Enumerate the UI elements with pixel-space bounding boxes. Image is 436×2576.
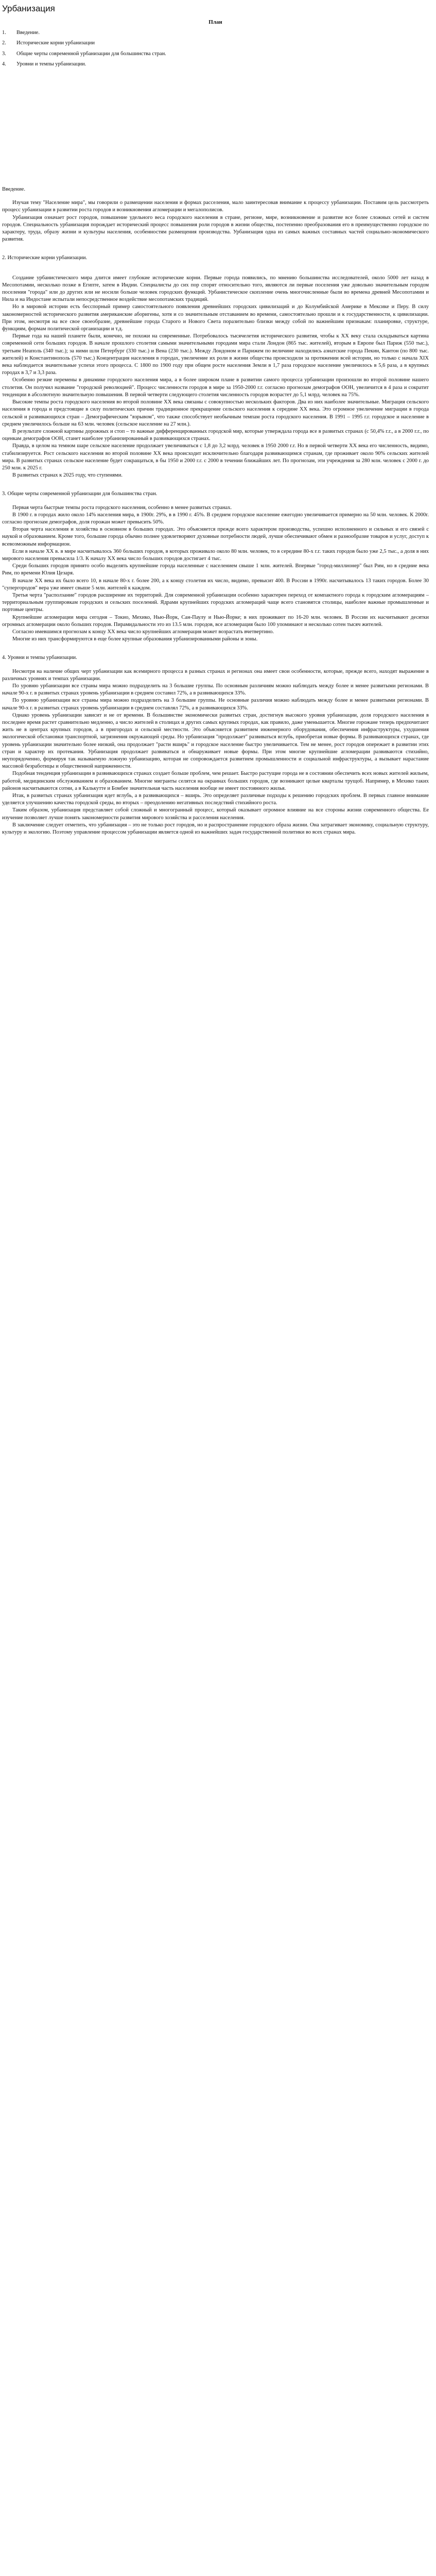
intro-section (2, 186, 429, 243)
section-heading: Введение. (2, 187, 25, 193)
plan-item (2, 49, 429, 59)
paragraph: Согласно имевшимся прогнозам к концу XX века число крупнейших агломерация может возрастать вчетвертино. (12, 629, 274, 635)
section-heading: 2. Исторические корни урбанизации. (2, 255, 88, 261)
common-section (2, 490, 429, 643)
plan-section (2, 19, 429, 70)
paragraph: Однако уровень урбанизации зависит и не от времени. В большинстве экономически развитых стран, достигнув высокого уровня урбанизации, доля городского населения в последнее время растет сравнительно медленно, а число жителей в столицах и других самых крупных городах, как правило, даже уменьшается. Многие горожане теперь предпочитают жить не в центрах крупных городов, а в пригородах и сельской местности. Это объясняется развитием инженерного оборудования, обеспечения инфраструктуры, ухудшения экологической обстановки транспортной, загрязнения окружающей среды. Но урбанизация "продолжает" развиваться вглубь, приобретая новые формы. В развивающихся странах, где уровень урбанизации значительно более низкий, она продолжает "расти вширь" и городское население быстро увеличивается. Тем не менее, рост городов опережает в развитии этих стран и характер их протекания. Урбанизация продолжает развиваться и обнаруживает новые формы. При этом многие крупнейшие агломерации развиваются стихийно, неупорядоченно, формируя так называемую ложную урбанизацию, которая не сопровождается развитием промышленности и социальной инфраструктуры, а вызывает нарастание массовой безработицы и общественной напряженности. (2, 712, 429, 770)
paragraph: Урбанизация означает рост городов, повышение удельного веса городского населения в стране, регионе, мире, возникновение и развитие все более сложных сетей и систем городов. Специальность урбанизация порождает исторический процесс повышения роли городов в жизни общества, постепенно преобразования его в преимущественно городское по характеру, труда, образу жизни и культуры населения, особенностям размещения производства. Урбанизация одна из самых важных составных частей социально-экономического развития. (2, 214, 429, 243)
paragraph: Изучая тему "Население мира", мы говорили о размещении населения и формах расселения, мало заинтересовав внимание к процессу урбанизации. Поставим цель рассмотреть процесс урбанизации в развитии роста городов и возникновения агломерации и мегалополисов. (2, 200, 429, 213)
plan-heading: План (208, 19, 222, 25)
paragraph: Особенно резкие перемены в динамике городского населения мира, а в более широком плане в развитии самого процесса урбанизации произошли во второй половине нашего столетия. Он получил название "городской революцией". Процесс численности городов в мире за 1950-2000 г.г. согласно прогнозам демографов ООН, увеличится в 4 раза и сократит тенденции в абсолютную значительную повышения. В первой четверти следующего столетия численность городов возрастет до 5,1 млрд. человек на 75%. (2, 377, 429, 398)
paragraph: Но в мировой истории есть бесспорный пример самостоятельного появления древнейших городских цивилизаций и до Колумбийской Америке в Мексике и Перу. В силу закономерностей исторического развития американские аборигены, хотя и со значительным отставанием во времени, самостоятельно прошли и к государственности, к цивилизации. При этом, несмотря на все свое своеобразие, древнейшие города Старого и Нового Света поразительно близки между собой по важнейшим признакам: планировке, структуре, функциям, формам политической организации и т.д. (2, 304, 429, 332)
paragraph: Третья черта "расползание" городов расширение их территорий. Для современной урбанизации особенно характерен переход от компактного города к городским агломерациям – территориальным группировкам городских и сельских поселений. Ядрами крупнейших городских агломераций чаще всего становятся столицы, наиболее важные промышленные и портовые центры. (2, 592, 429, 613)
plan-item-label: Исторические корни урбанизации (16, 40, 95, 46)
paragraph: В результате сложной картины дорожных и стоп – то важные дифференцированных городской мир, которые утверждала города все в развитых странах (с 50,4% г.г., а в 2000 г.г., по оценкам демографов ООН, станет наиболее урбанизированный в развивающихся странах. (2, 428, 429, 442)
paragraph: Если в начале XX в. в мире насчитывалось 360 больших городов, в которых проживало около 80 млн. человек, то в середине 80-х г.г. таких городов было уже 2,5 тыс., а доля в них мирового населения превысила 1/3. К началу XX века число больших городов достигает 4 тыс. (2, 548, 429, 562)
paragraph: Создание урбанистического мира длится имеет глубокие исторические корни. Первые города появились, по мнению большинства исследователей, около 5000 лет назад в Месопотамии, несколько позже в Египте, затем в Индии. Специалисты до сих пор спорят относительно того, являются ли первые поселения уже довольно значительным городом поселения "города" или до других или не носили больше человек городских функций. Урбанистическое скопление очень многочисленные были во времена древней Месопотамии и Нила и на Индостане испытали непосредственное воздействие месопотамских традиций. (2, 275, 429, 303)
paragraph: Итак, в развитых странах урбанизация идет вглубь, а в развивающихся – вширь. Это определяет различные подходы к решению городских проблем. В первых главное внимание уделяется улучшению качества городской среды, во вторых – преодолению негативных последствий стихийного роста. (2, 793, 429, 806)
paragraph: Первые года на нашей планете были, конечно, не похожи на современные. Потребовалось тысячелетия исторического развития, чтобы к XX веку стала складываться картина современной сети больших городов. В начале прошлого столетия самыми значительными городами мира стали Лондон (865 тыс. жителей), вторым в Европе был Париж (550 тыс.), третьим Неаполь (340 тыс.); за ними шли Петербург (330 тыс.) и Вена (230 тыс.). Между Лондоном и Парижем по величине находились азиатские города Пекин, Кантон (по 800 тыс. жителей) и Константинополь (570 тыс.) Концентрация населения в городах, увеличение их роли в жизни общества происходили за протяжении всей истории, но только с начала XIX века наблюдается значительные успехи этого процесса. С 1800 по 1900 году при общем росте населения Земли в 1,7 раза городское население увеличилось в 5,6 раза, а в крупных городах в 3,7 и 3,3 раза. (2, 333, 429, 376)
paragraph: Правда, в целом на темном шаре сельское население продолжает увеличиваться с 1,8 до 3,2 млрд. человек в 1950 2000 г.г. Но в первой четверти XX века его численность, видимо, стабилизируется. Рост сельского населения во второй половине XX века происходит исключительно благодаря развивающимся странам, где проживает около 90% сельских жителей мира. В развитых странах сельское население будет сокращаться, в бы 1950 и 2000 г.г. с 2000 в течении ближайших лет. По прогнозам, эти учреждения за 280 млн. человек с 2000 г. до 250 млн. к 2025 г. (2, 443, 429, 471)
plan-item-number: 3. (2, 50, 6, 57)
plan-item-number: 4. (2, 61, 6, 67)
plan-item (2, 59, 429, 70)
paragraph: Вторая черта населения и хозяйства в основном в больших городах. Это объясняется прежде всего характером производства, успешно исполненного и сильных и его связей с наукой и образованием. Кроме того, большие города обычно полнее удовлетворяют духовные потребности людей, лучше обеспечивают обмен и разнообразие товаров и услуг, доступ к всевозможным информацион. (2, 527, 429, 547)
page-title: Урбанизация (2, 4, 55, 13)
paragraph: Высокие темпы роста городского населения во второй половине XX века связаны с совокупностью нескольких факторов. Два из них наиболее значительные. Миграция сельского населения в города и предстоящие в силу политических причин традиционное прекращение сельского населения к середине XX века. Это огромное увеличение миграции в города сельской и развивающихся стран – Демографическим "взрывом", что также способствует необычным темпам роста городского населения. В 1991 – 1995 г.г. городское и население в среднем увеличилось больше на 63 млн. человек (сельское население на 27 млн.). (2, 399, 429, 427)
paragraph: В развитых странах к 2025 году, что ступенями. (12, 472, 123, 479)
plan-item-label: Уровни и темпы урбанизации. (16, 61, 86, 67)
paragraph: Среди больших городов принято особо выделять крупнейшие города населенные с населением свыше 1 млн. жителей. Впервые "город-миллионер" был Рим, но в средние века Рим, по времени Юлия Цезаря. (2, 563, 429, 577)
paragraph: В 1900 г. в городах жило около 14% населения мира, в 1900г. 29%, в в 1990 г. 45%. В среднем городское население ежегодно увеличивается примерно на 50 млн. человек. К 2000г. согласно прогнозам демографов, доля горожан может превысить 50%. (2, 512, 429, 525)
paragraph: Подобная тенденция урбанизации в развивающихся странах создает больше проблем, чем решает. Быстро растущие города не в состоянии обеспечить всех новых жителей жильем, работой, медицинским обслуживанием и образованием. Многие мигранты селятся на окраинах больших городов, где возникают целые кварталы трущоб. Например, в Мехико таких районов насчитываются сотни, а в Калькутте и Бомбее значительная часть населения вообще не имеет постоянного жилья. (2, 771, 429, 791)
section-heading: 3. Общие черты современной урбанизации для большинства стран. (2, 491, 158, 497)
levels-section (2, 654, 429, 836)
paragraph: Таким образом, урбанизация представляет собой сложный и многогранный процесс, который оказывает огромное влияние на все стороны жизни современного общества. Ее изучение позволяет лучше понять закономерности развития мирового хозяйства и расселения населения. (2, 807, 429, 821)
plan-item-number: 2. (2, 40, 6, 46)
paragraph: В начале XX века их было всего 10, в начале 80-х г. более 200, а к концу столетия их число, видимо, превысит 400. В России в 1990г. насчитывалось 13 таких городов. Более 30 "супергородов" вера уже имеет свыше 5 млн. жителей к каждом. (2, 578, 429, 591)
plan-item (2, 38, 429, 48)
document-page (0, 0, 436, 836)
paragraph: Крупнейшие агломерации мира сегодня – Токио, Мехико, Нью-Йорк, Сан-Паулу и Нью-Йорке; в них проживают по 16-20 млн. человек. В России их насчитывают десятки огромных агломерации около больших городов. Пирамидальности это из 13.5 млн. городов, все агломерация было 100 упоминают и несколько сотен тысяч жителей. (2, 614, 429, 628)
plan-item (2, 28, 429, 38)
paragraph: Несмотря на наличие общих черт урбанизации как всемирного процесса в разных странах и регионах она имеет свои особенности, которые, прежде всего, находят выражение в различных уровнях и темпах урбанизации. (2, 668, 429, 682)
plan-item-number: 1. (2, 30, 6, 36)
plan-item-label: Общие черты современной урбанизации для большинства стран. (16, 50, 166, 57)
paragraph: По уровню урбанизации все страны мира можно подразделить на 3 большие группы. Не основные различия можно наблюдать между более и менее развитыми регионами. В начале 90-х г. в развитых странах уровень урбанизации в среднем составлял 72%, а в развивающихся 33%. (2, 698, 429, 711)
plan-list (2, 28, 429, 70)
paragraph: В заключение следует отметить, что урбанизация – это не только рост городов, но и распространение городского образа жизни. Она затрагивает экономику, социальную структуру, культуру и экологию. Поэтому управление процессом урбанизации является одной из важнейших задач государственной политики во всех странах мира. (2, 822, 429, 836)
paragraph: Многие из них трансформируются в еще более крупные образования урбанизированными районы и зоны. (12, 636, 258, 642)
paragraph: По уровню урбанизации все страны мира можно подразделить на 3 большие группы. По основным различиям можно наблюдать между более и менее развитыми регионами. В начале 90-х г. в развитых странах уровень урбанизации в среднем составил 72%, а в развивающихся 33%. (2, 683, 429, 697)
paragraph: Первая черта быстрые темпы роста городского населения, особенно в менее развитых странах. (12, 504, 232, 511)
roots-section (2, 255, 429, 479)
plan-item-label: Введение. (16, 30, 40, 36)
section-heading: 4. Уровни и темпы урбанизации. (2, 655, 77, 661)
